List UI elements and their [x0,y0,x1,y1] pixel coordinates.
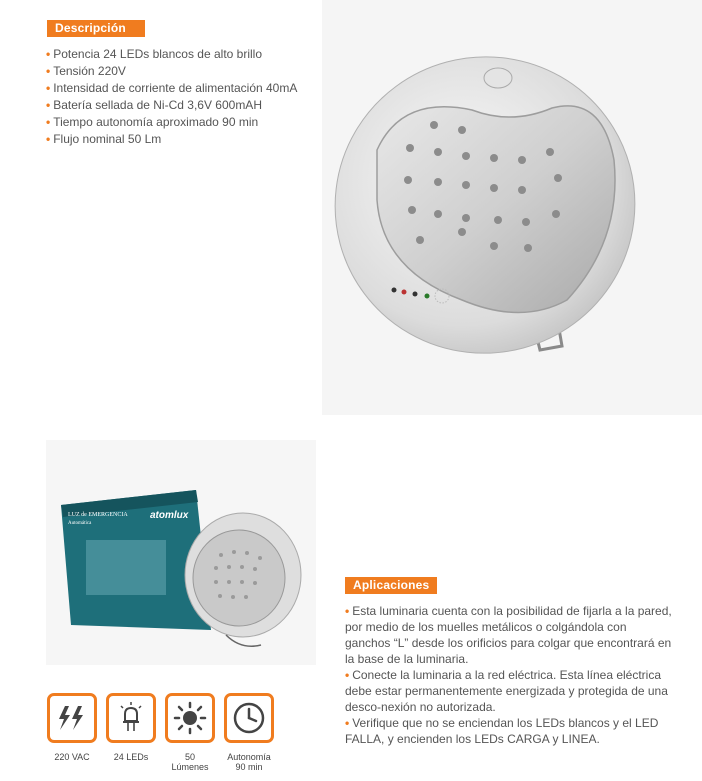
applications-title: Aplicaciones [345,577,437,594]
led-bulb-icon [114,701,148,735]
sun-icon [173,701,207,735]
description-title: Descripción [47,20,145,37]
description-list [46,46,297,148]
product-with-box-photo [46,440,316,665]
product-photo-emergency-light [322,0,702,415]
feature-lumens [165,693,215,743]
feature-label-autonomy: Autonomía 90 min [227,752,271,772]
feature-label-voltage: 220 VAC [54,752,90,762]
description-item: • Potencia 24 LEDs blancos de alto brillo [46,47,262,61]
applications-list [345,603,675,747]
description-item: • Tensión 220V [46,64,126,78]
applications-item: • Esta luminaria cuenta con la posibilidad de fijarla a la pared, por medio de los muelles metálicos o colgándola con ganchos “L” desde los orificios para colgar que encontrará en la base de la luminaria. [345,604,672,666]
description-item: • Flujo nominal 50 Lm [46,132,162,146]
box-subtitle: Automática [68,521,92,526]
description-item: • Tiempo autonomía aproximado 90 min [46,115,259,129]
voltage-icon [55,703,89,733]
clock-icon [232,701,266,735]
feature-label-leds: 24 LEDs [113,752,149,762]
feature-leds [106,693,156,743]
box-brand-logo: atomlux [150,510,189,521]
feature-label-lumens: 50 Lúmenes [171,752,209,772]
applications-item: • Verifique que no se enciendan los LEDs blancos y el LED FALLA, y encienden los LEDs CARGA y LINEA. [345,716,659,746]
box-title: LUZ de EMERGENCIA [68,512,128,518]
applications-item: • Conecte la luminaria a la red eléctrica. Esta línea eléctrica debe estar permanentemente energizada y protegida de una desco-nexión no autorizada. [345,668,668,714]
feature-voltage [47,693,97,743]
description-item: • Batería sellada de Ni-Cd 3,6V 600mAH [46,98,262,112]
description-item: • Intensidad de corriente de alimentación 40mA [46,81,298,95]
feature-autonomy [224,693,274,743]
